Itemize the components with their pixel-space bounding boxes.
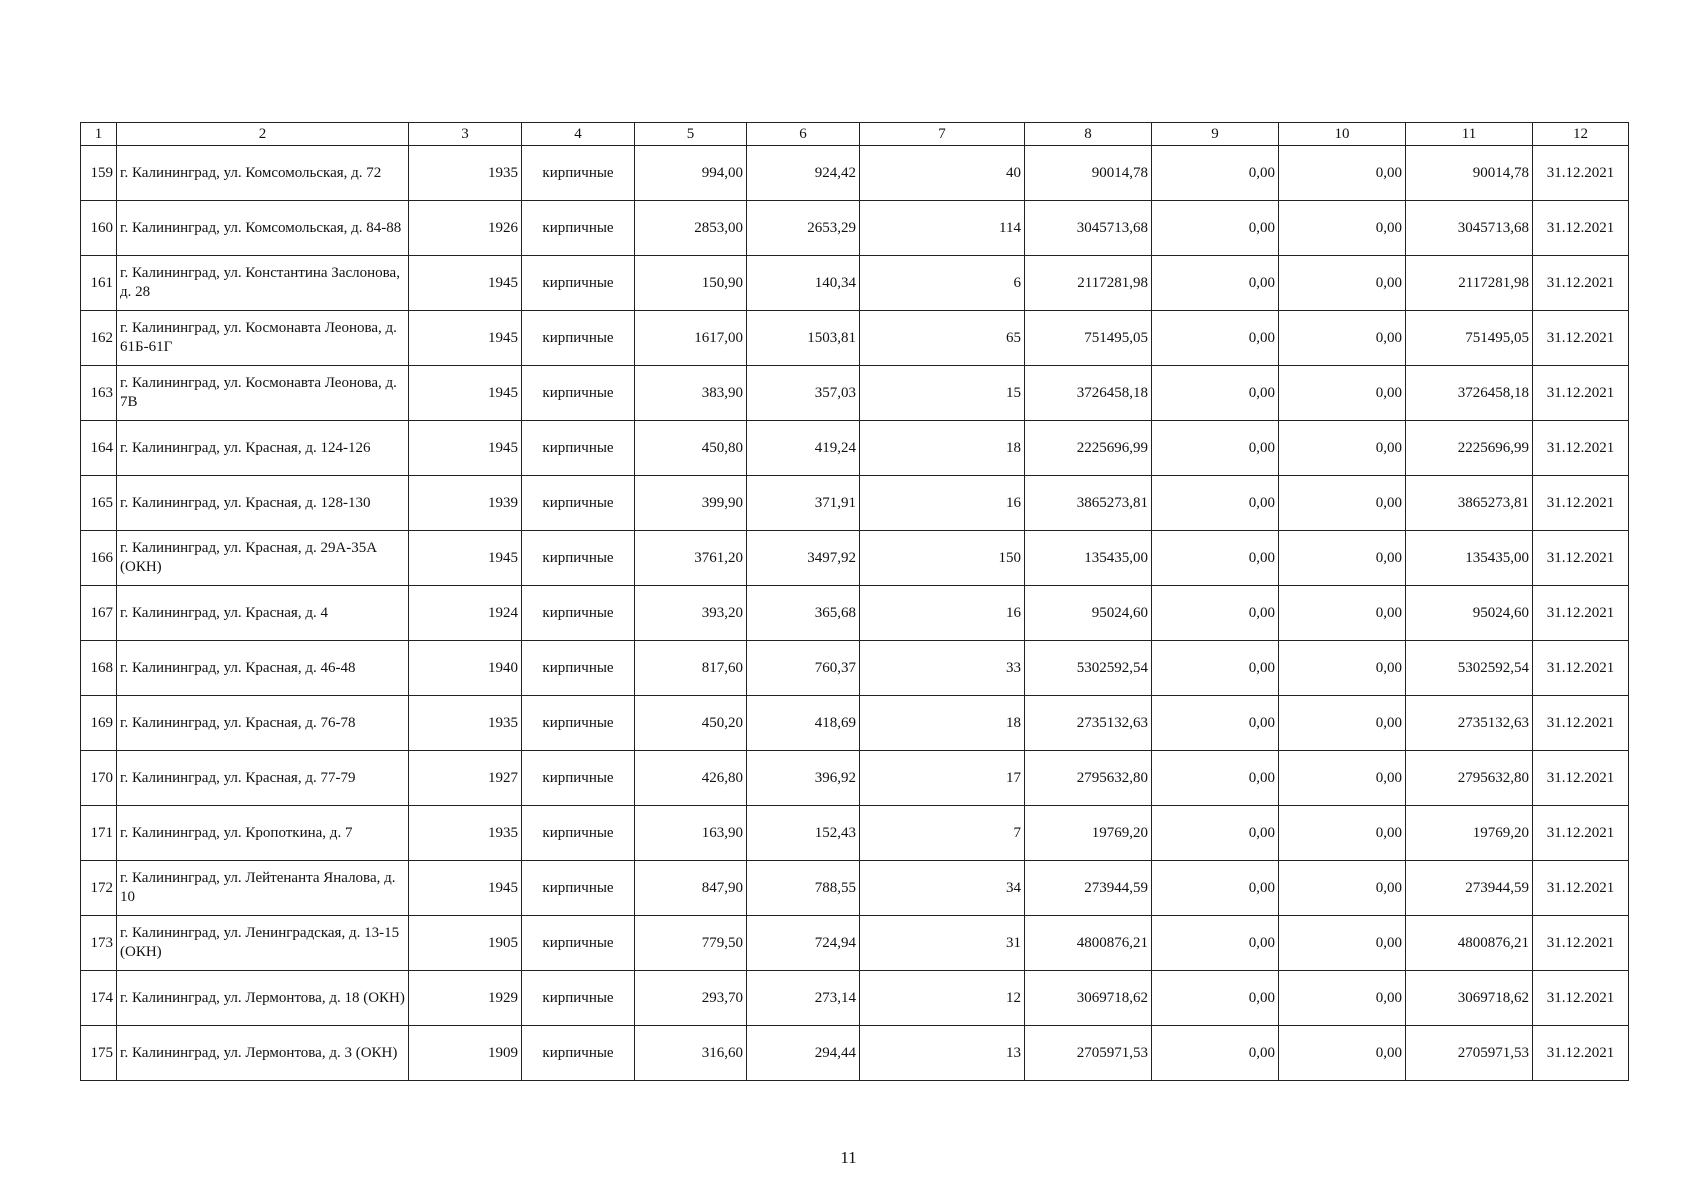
- row-number-cell: 161: [81, 256, 117, 311]
- residents-cell: 34: [860, 861, 1025, 916]
- residents-cell: 18: [860, 696, 1025, 751]
- living-area-cell: 3497,92: [747, 531, 860, 586]
- date-cell: 31.12.2021: [1533, 1026, 1629, 1081]
- residents-cell: 33: [860, 641, 1025, 696]
- residents-cell: 40: [860, 146, 1025, 201]
- table-row: [81, 641, 1629, 696]
- date-cell: 31.12.2021: [1533, 641, 1629, 696]
- col9-cell: 0,00: [1152, 586, 1279, 641]
- col9-cell: 0,00: [1152, 146, 1279, 201]
- table-row: [81, 916, 1629, 971]
- year-cell: 1945: [409, 311, 522, 366]
- col9-cell: 0,00: [1152, 311, 1279, 366]
- wall-material-cell: кирпичные: [522, 971, 635, 1026]
- total-area-cell: 399,90: [635, 476, 747, 531]
- col11-cell: 2225696,99: [1406, 421, 1533, 476]
- col10-cell: 0,00: [1279, 641, 1406, 696]
- column-header: 6: [747, 123, 860, 146]
- col9-cell: 0,00: [1152, 476, 1279, 531]
- living-area-cell: 1503,81: [747, 311, 860, 366]
- col9-cell: 0,00: [1152, 641, 1279, 696]
- table-row: [81, 476, 1629, 531]
- date-cell: 31.12.2021: [1533, 696, 1629, 751]
- year-cell: 1924: [409, 586, 522, 641]
- address-cell: г. Калининград, ул. Красная, д. 46-48: [117, 641, 409, 696]
- residents-cell: 7: [860, 806, 1025, 861]
- date-cell: 31.12.2021: [1533, 256, 1629, 311]
- residents-cell: 150: [860, 531, 1025, 586]
- row-number-cell: 175: [81, 1026, 117, 1081]
- cost-cell: 2225696,99: [1025, 421, 1152, 476]
- total-area-cell: 994,00: [635, 146, 747, 201]
- year-cell: 1935: [409, 696, 522, 751]
- table-row: [81, 531, 1629, 586]
- col10-cell: 0,00: [1279, 971, 1406, 1026]
- column-header: 10: [1279, 123, 1406, 146]
- date-cell: 31.12.2021: [1533, 806, 1629, 861]
- wall-material-cell: кирпичные: [522, 256, 635, 311]
- row-number-cell: 174: [81, 971, 117, 1026]
- table-row: [81, 751, 1629, 806]
- col11-cell: 4800876,21: [1406, 916, 1533, 971]
- column-header: 2: [117, 123, 409, 146]
- col11-cell: 90014,78: [1406, 146, 1533, 201]
- column-header: 12: [1533, 123, 1629, 146]
- table-header: [81, 123, 1629, 146]
- address-cell: г. Калининград, ул. Красная, д. 128-130: [117, 476, 409, 531]
- total-area-cell: 383,90: [635, 366, 747, 421]
- year-cell: 1909: [409, 1026, 522, 1081]
- address-cell: г. Калининград, ул. Лермонтова, д. 3 (ОКН): [117, 1026, 409, 1081]
- row-number-cell: 165: [81, 476, 117, 531]
- col10-cell: 0,00: [1279, 256, 1406, 311]
- col11-cell: 2735132,63: [1406, 696, 1533, 751]
- total-area-cell: 150,90: [635, 256, 747, 311]
- wall-material-cell: кирпичные: [522, 476, 635, 531]
- total-area-cell: 817,60: [635, 641, 747, 696]
- residents-cell: 16: [860, 586, 1025, 641]
- cost-cell: 2117281,98: [1025, 256, 1152, 311]
- col9-cell: 0,00: [1152, 531, 1279, 586]
- total-area-cell: 779,50: [635, 916, 747, 971]
- col9-cell: 0,00: [1152, 366, 1279, 421]
- cost-cell: 2705971,53: [1025, 1026, 1152, 1081]
- address-cell: г. Калининград, ул. Лермонтова, д. 18 (ОКН): [117, 971, 409, 1026]
- residents-cell: 114: [860, 201, 1025, 256]
- col10-cell: 0,00: [1279, 201, 1406, 256]
- row-number-cell: 163: [81, 366, 117, 421]
- col11-cell: 3726458,18: [1406, 366, 1533, 421]
- table-row: [81, 861, 1629, 916]
- living-area-cell: 371,91: [747, 476, 860, 531]
- address-cell: г. Калининград, ул. Красная, д. 77-79: [117, 751, 409, 806]
- wall-material-cell: кирпичные: [522, 696, 635, 751]
- col11-cell: 3865273,81: [1406, 476, 1533, 531]
- table-row: [81, 256, 1629, 311]
- col10-cell: 0,00: [1279, 1026, 1406, 1081]
- address-cell: г. Калининград, ул. Космонавта Леонова, д. 61Б-61Г: [117, 311, 409, 366]
- table-row: [81, 696, 1629, 751]
- total-area-cell: 2853,00: [635, 201, 747, 256]
- row-number-cell: 171: [81, 806, 117, 861]
- residents-cell: 13: [860, 1026, 1025, 1081]
- col10-cell: 0,00: [1279, 586, 1406, 641]
- wall-material-cell: кирпичные: [522, 751, 635, 806]
- cost-cell: 3726458,18: [1025, 366, 1152, 421]
- address-cell: г. Калининград, ул. Константина Заслонова, д. 28: [117, 256, 409, 311]
- year-cell: 1940: [409, 641, 522, 696]
- year-cell: 1945: [409, 531, 522, 586]
- address-cell: г. Калининград, ул. Красная, д. 124-126: [117, 421, 409, 476]
- row-number-cell: 170: [81, 751, 117, 806]
- col10-cell: 0,00: [1279, 916, 1406, 971]
- column-header: 1: [81, 123, 117, 146]
- date-cell: 31.12.2021: [1533, 586, 1629, 641]
- living-area-cell: 152,43: [747, 806, 860, 861]
- col11-cell: 273944,59: [1406, 861, 1533, 916]
- date-cell: 31.12.2021: [1533, 476, 1629, 531]
- table-row: [81, 586, 1629, 641]
- wall-material-cell: кирпичные: [522, 641, 635, 696]
- total-area-cell: 847,90: [635, 861, 747, 916]
- col11-cell: 19769,20: [1406, 806, 1533, 861]
- living-area-cell: 140,34: [747, 256, 860, 311]
- date-cell: 31.12.2021: [1533, 916, 1629, 971]
- address-cell: г. Калининград, ул. Красная, д. 4: [117, 586, 409, 641]
- col11-cell: 95024,60: [1406, 586, 1533, 641]
- cost-cell: 3865273,81: [1025, 476, 1152, 531]
- column-header: 4: [522, 123, 635, 146]
- col10-cell: 0,00: [1279, 751, 1406, 806]
- col9-cell: 0,00: [1152, 256, 1279, 311]
- living-area-cell: 788,55: [747, 861, 860, 916]
- living-area-cell: 396,92: [747, 751, 860, 806]
- total-area-cell: 3761,20: [635, 531, 747, 586]
- row-number-cell: 173: [81, 916, 117, 971]
- total-area-cell: 1617,00: [635, 311, 747, 366]
- address-cell: г. Калининград, ул. Красная, д. 29А-35А (ОКН): [117, 531, 409, 586]
- total-area-cell: 426,80: [635, 751, 747, 806]
- wall-material-cell: кирпичные: [522, 146, 635, 201]
- date-cell: 31.12.2021: [1533, 751, 1629, 806]
- living-area-cell: 273,14: [747, 971, 860, 1026]
- wall-material-cell: кирпичные: [522, 586, 635, 641]
- year-cell: 1945: [409, 861, 522, 916]
- address-cell: г. Калининград, ул. Лейтенанта Яналова, д. 10: [117, 861, 409, 916]
- col10-cell: 0,00: [1279, 311, 1406, 366]
- col10-cell: 0,00: [1279, 696, 1406, 751]
- total-area-cell: 316,60: [635, 1026, 747, 1081]
- living-area-cell: 724,94: [747, 916, 860, 971]
- date-cell: 31.12.2021: [1533, 146, 1629, 201]
- cost-cell: 2735132,63: [1025, 696, 1152, 751]
- year-cell: 1935: [409, 146, 522, 201]
- table-row: [81, 146, 1629, 201]
- col9-cell: 0,00: [1152, 916, 1279, 971]
- cost-cell: 4800876,21: [1025, 916, 1152, 971]
- residents-cell: 16: [860, 476, 1025, 531]
- date-cell: 31.12.2021: [1533, 366, 1629, 421]
- address-cell: г. Калининград, ул. Ленинградская, д. 13-15 (ОКН): [117, 916, 409, 971]
- year-cell: 1945: [409, 256, 522, 311]
- buildings-table: [80, 122, 1629, 1081]
- col10-cell: 0,00: [1279, 806, 1406, 861]
- page-number: 11: [840, 1148, 857, 1167]
- column-header: 3: [409, 123, 522, 146]
- table-row: [81, 201, 1629, 256]
- date-cell: 31.12.2021: [1533, 971, 1629, 1026]
- table-row: [81, 421, 1629, 476]
- row-number-cell: 162: [81, 311, 117, 366]
- col9-cell: 0,00: [1152, 751, 1279, 806]
- year-cell: 1939: [409, 476, 522, 531]
- wall-material-cell: кирпичные: [522, 311, 635, 366]
- residents-cell: 65: [860, 311, 1025, 366]
- living-area-cell: 760,37: [747, 641, 860, 696]
- table-row: [81, 806, 1629, 861]
- wall-material-cell: кирпичные: [522, 861, 635, 916]
- year-cell: 1945: [409, 421, 522, 476]
- col11-cell: 3069718,62: [1406, 971, 1533, 1026]
- cost-cell: 273944,59: [1025, 861, 1152, 916]
- date-cell: 31.12.2021: [1533, 201, 1629, 256]
- living-area-cell: 2653,29: [747, 201, 860, 256]
- col10-cell: 0,00: [1279, 366, 1406, 421]
- col11-cell: 751495,05: [1406, 311, 1533, 366]
- col11-cell: 135435,00: [1406, 531, 1533, 586]
- address-cell: г. Калининград, ул. Красная, д. 76-78: [117, 696, 409, 751]
- col11-cell: 2705971,53: [1406, 1026, 1533, 1081]
- wall-material-cell: кирпичные: [522, 1026, 635, 1081]
- year-cell: 1905: [409, 916, 522, 971]
- column-header: 11: [1406, 123, 1533, 146]
- table-body: [81, 146, 1629, 1081]
- living-area-cell: 365,68: [747, 586, 860, 641]
- year-cell: 1927: [409, 751, 522, 806]
- residents-cell: 12: [860, 971, 1025, 1026]
- wall-material-cell: кирпичные: [522, 421, 635, 476]
- table-row: [81, 971, 1629, 1026]
- column-header: 7: [860, 123, 1025, 146]
- year-cell: 1935: [409, 806, 522, 861]
- cost-cell: 19769,20: [1025, 806, 1152, 861]
- residents-cell: 15: [860, 366, 1025, 421]
- date-cell: 31.12.2021: [1533, 531, 1629, 586]
- date-cell: 31.12.2021: [1533, 421, 1629, 476]
- total-area-cell: 293,70: [635, 971, 747, 1026]
- year-cell: 1929: [409, 971, 522, 1026]
- col11-cell: 5302592,54: [1406, 641, 1533, 696]
- col9-cell: 0,00: [1152, 1026, 1279, 1081]
- col9-cell: 0,00: [1152, 201, 1279, 256]
- residents-cell: 18: [860, 421, 1025, 476]
- year-cell: 1926: [409, 201, 522, 256]
- wall-material-cell: кирпичные: [522, 531, 635, 586]
- col9-cell: 0,00: [1152, 971, 1279, 1026]
- col9-cell: 0,00: [1152, 861, 1279, 916]
- col11-cell: 3045713,68: [1406, 201, 1533, 256]
- total-area-cell: 163,90: [635, 806, 747, 861]
- year-cell: 1945: [409, 366, 522, 421]
- wall-material-cell: кирпичные: [522, 806, 635, 861]
- address-cell: г. Калининград, ул. Комсомольская, д. 84-88: [117, 201, 409, 256]
- cost-cell: 95024,60: [1025, 586, 1152, 641]
- table-row: [81, 366, 1629, 421]
- living-area-cell: 294,44: [747, 1026, 860, 1081]
- residents-cell: 31: [860, 916, 1025, 971]
- table-row: [81, 1026, 1629, 1081]
- col9-cell: 0,00: [1152, 696, 1279, 751]
- col11-cell: 2117281,98: [1406, 256, 1533, 311]
- row-number-cell: 164: [81, 421, 117, 476]
- cost-cell: 3069718,62: [1025, 971, 1152, 1026]
- wall-material-cell: кирпичные: [522, 916, 635, 971]
- cost-cell: 5302592,54: [1025, 641, 1152, 696]
- column-header: 8: [1025, 123, 1152, 146]
- date-cell: 31.12.2021: [1533, 861, 1629, 916]
- residents-cell: 6: [860, 256, 1025, 311]
- cost-cell: 3045713,68: [1025, 201, 1152, 256]
- living-area-cell: 924,42: [747, 146, 860, 201]
- row-number-cell: 167: [81, 586, 117, 641]
- row-number-cell: 160: [81, 201, 117, 256]
- row-number-cell: 168: [81, 641, 117, 696]
- cost-cell: 135435,00: [1025, 531, 1152, 586]
- cost-cell: 90014,78: [1025, 146, 1152, 201]
- address-cell: г. Калининград, ул. Кропоткина, д. 7: [117, 806, 409, 861]
- col9-cell: 0,00: [1152, 806, 1279, 861]
- col10-cell: 0,00: [1279, 861, 1406, 916]
- col9-cell: 0,00: [1152, 421, 1279, 476]
- wall-material-cell: кирпичные: [522, 366, 635, 421]
- column-header: 5: [635, 123, 747, 146]
- total-area-cell: 393,20: [635, 586, 747, 641]
- col10-cell: 0,00: [1279, 421, 1406, 476]
- living-area-cell: 419,24: [747, 421, 860, 476]
- table-row: [81, 311, 1629, 366]
- cost-cell: 751495,05: [1025, 311, 1152, 366]
- cost-cell: 2795632,80: [1025, 751, 1152, 806]
- address-cell: г. Калининград, ул. Комсомольская, д. 72: [117, 146, 409, 201]
- row-number-cell: 159: [81, 146, 117, 201]
- col10-cell: 0,00: [1279, 531, 1406, 586]
- living-area-cell: 418,69: [747, 696, 860, 751]
- column-header: 9: [1152, 123, 1279, 146]
- date-cell: 31.12.2021: [1533, 311, 1629, 366]
- residents-cell: 17: [860, 751, 1025, 806]
- row-number-cell: 169: [81, 696, 117, 751]
- col11-cell: 2795632,80: [1406, 751, 1533, 806]
- wall-material-cell: кирпичные: [522, 201, 635, 256]
- col10-cell: 0,00: [1279, 146, 1406, 201]
- living-area-cell: 357,03: [747, 366, 860, 421]
- total-area-cell: 450,80: [635, 421, 747, 476]
- column-number-row: [81, 123, 1629, 146]
- total-area-cell: 450,20: [635, 696, 747, 751]
- row-number-cell: 172: [81, 861, 117, 916]
- col10-cell: 0,00: [1279, 476, 1406, 531]
- row-number-cell: 166: [81, 531, 117, 586]
- address-cell: г. Калининград, ул. Космонавта Леонова, д. 7В: [117, 366, 409, 421]
